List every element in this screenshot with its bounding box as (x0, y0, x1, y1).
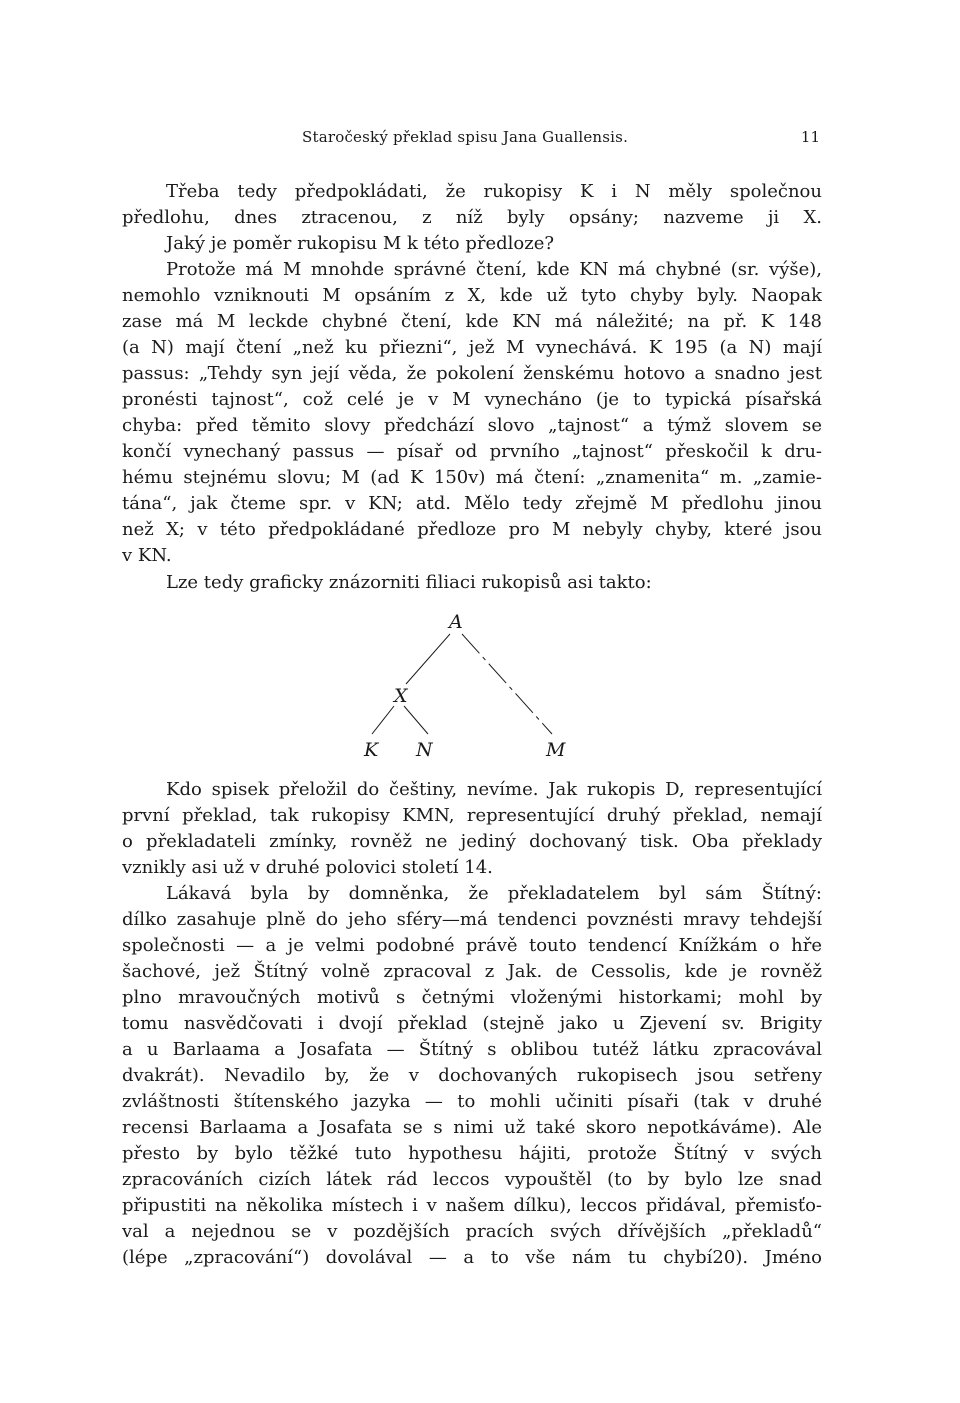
node-m: M (546, 739, 566, 761)
running-title: Staročeský překlad spisu Jana Guallensis. (302, 128, 629, 146)
text-line: pronésti tajnost“, což celé je v M vynecháno (je to typická písařská (122, 389, 822, 410)
text-line: Třeba tedy předpokládati, že rukopisy K i N měly společnou (166, 181, 822, 202)
text-line: připustiti na několika místech i v našem dílku), leccos přidával, přemisťo- (122, 1195, 822, 1216)
page-number: 11 (800, 128, 820, 146)
page-header (120, 128, 820, 156)
text-line: zpracováních cizích látek rád leccos vypouštěl (to by bylo lze snad (122, 1169, 822, 1190)
text-line: recensi Barlaama a Josafata se s nimi už také skoro nepotkáváme). Ale (122, 1117, 822, 1138)
stemma-caption: Lze tedy graficky znázorniti filiaci rukopisů asi takto: (166, 572, 652, 593)
text-line: o překladateli zmínky, rovněž ne jediný dochovaný tisk. Oba překlady (122, 831, 822, 852)
text-line: zvláštnosti štítenského jazyka — to mohli učiniti písaři (tak v druhé (122, 1091, 822, 1112)
text-line: končí vynechaný passus — písař od prvního „tajnost“ přeskočil k dru- (122, 441, 822, 462)
node-n: N (416, 739, 433, 761)
text-line: (lépe „zpracování“) dovolával — a to vše nám tu chybí20). Jméno (122, 1247, 822, 1268)
text-line: Lákavá byla by domněnka, že překladatelem byl sám Štítný: (166, 883, 822, 904)
text-line: zase má M leckde chybné čtení, kde KN má náležité; na př. K 148 (122, 311, 822, 332)
text-line: šachové, jež Štítný volně zpracoval z Jak. de Cessolis, kde je rovněž (122, 961, 822, 982)
edge-x-k (372, 706, 394, 734)
text-line: tomu nasvědčovati i dvojí překlad (stejně jako u Zjevení sv. Brigity (122, 1013, 822, 1034)
text-line: passus: „Tehdy syn její věda, že pokolení ženskému hotovo a snadno jest (122, 363, 822, 384)
text-line: Protože má M mnohde správné čtení, kde KN má chybné (sr. výše), (166, 259, 822, 280)
text-line: Jaký je poměr rukopisu M k této předloze? (166, 233, 555, 254)
text-line: vznikly asi už v druhé polovici století 14. (122, 857, 493, 878)
text-line: předlohu, dnes ztracenou, z níž byly opsány; nazveme ji X. (122, 207, 822, 228)
text-line: a u Barlaama a Josafata — Štítný s oblibou tutéž látku zpracovával (122, 1039, 822, 1060)
paragraph-translator (122, 777, 822, 1271)
text-line: Kdo spisek přeložil do češtiny, nevíme. Jak rukopis D, representující (166, 779, 822, 800)
edge-a-m (462, 634, 552, 734)
text-line: v KN. (122, 545, 172, 566)
edge-a-x (406, 634, 450, 684)
paragraph-manuscript-relation (122, 179, 822, 569)
text-line: nemohlo vzniknouti M opsáním z X, kde už tyto chyby byly. Naopak (122, 285, 822, 306)
text-line: val a nejednou se v pozdějších pracích svých dřívějších „překladů“ (122, 1221, 822, 1242)
text-line: tána“, jak čteme spr. v KN; atd. Mělo tedy zřejmě M předlohu jinou (122, 493, 822, 514)
text-line: hému stejnému slovu; M (ad K 150v) má čtení: „znamenita“ m. „zamie- (122, 467, 822, 488)
edge-x-n (404, 706, 428, 734)
text-line: dvakrát). Nevadilo by, že v dochovaných rukopisech jsou setřeny (122, 1065, 822, 1086)
text-line: přesto by bylo těžké tuto hypothesu hájiti, protože Štítný v svých (122, 1143, 822, 1164)
node-x: X (394, 685, 408, 707)
text-line: společnosti — a je velmi podobné právě touto tendencí Knížkám o hře (122, 935, 822, 956)
stemma-diagram (350, 600, 610, 770)
node-a: A (449, 611, 463, 633)
text-line: chyba: před těmito slovy předchází slovo „tajnost“ a týmž slovem se (122, 415, 822, 436)
text-line: (a N) mají čtení „než ku přiezni“, jež M vynechává. K 195 (a N) mají (122, 337, 822, 358)
text-line: než X; v této předpokládané předloze pro M nebyly chyby, které jsou (122, 519, 822, 540)
text-line: plno mravoučných motivů s četnými vloženými historkami; mohl by (122, 987, 822, 1008)
text-line: první překlad, tak rukopisy KMN, representující druhý překlad, nemají (122, 805, 822, 826)
node-k: K (364, 739, 379, 761)
text-line: dílko zasahuje plně do jeho sféry—má tendenci povznésti mravy tehdejší (122, 909, 822, 930)
